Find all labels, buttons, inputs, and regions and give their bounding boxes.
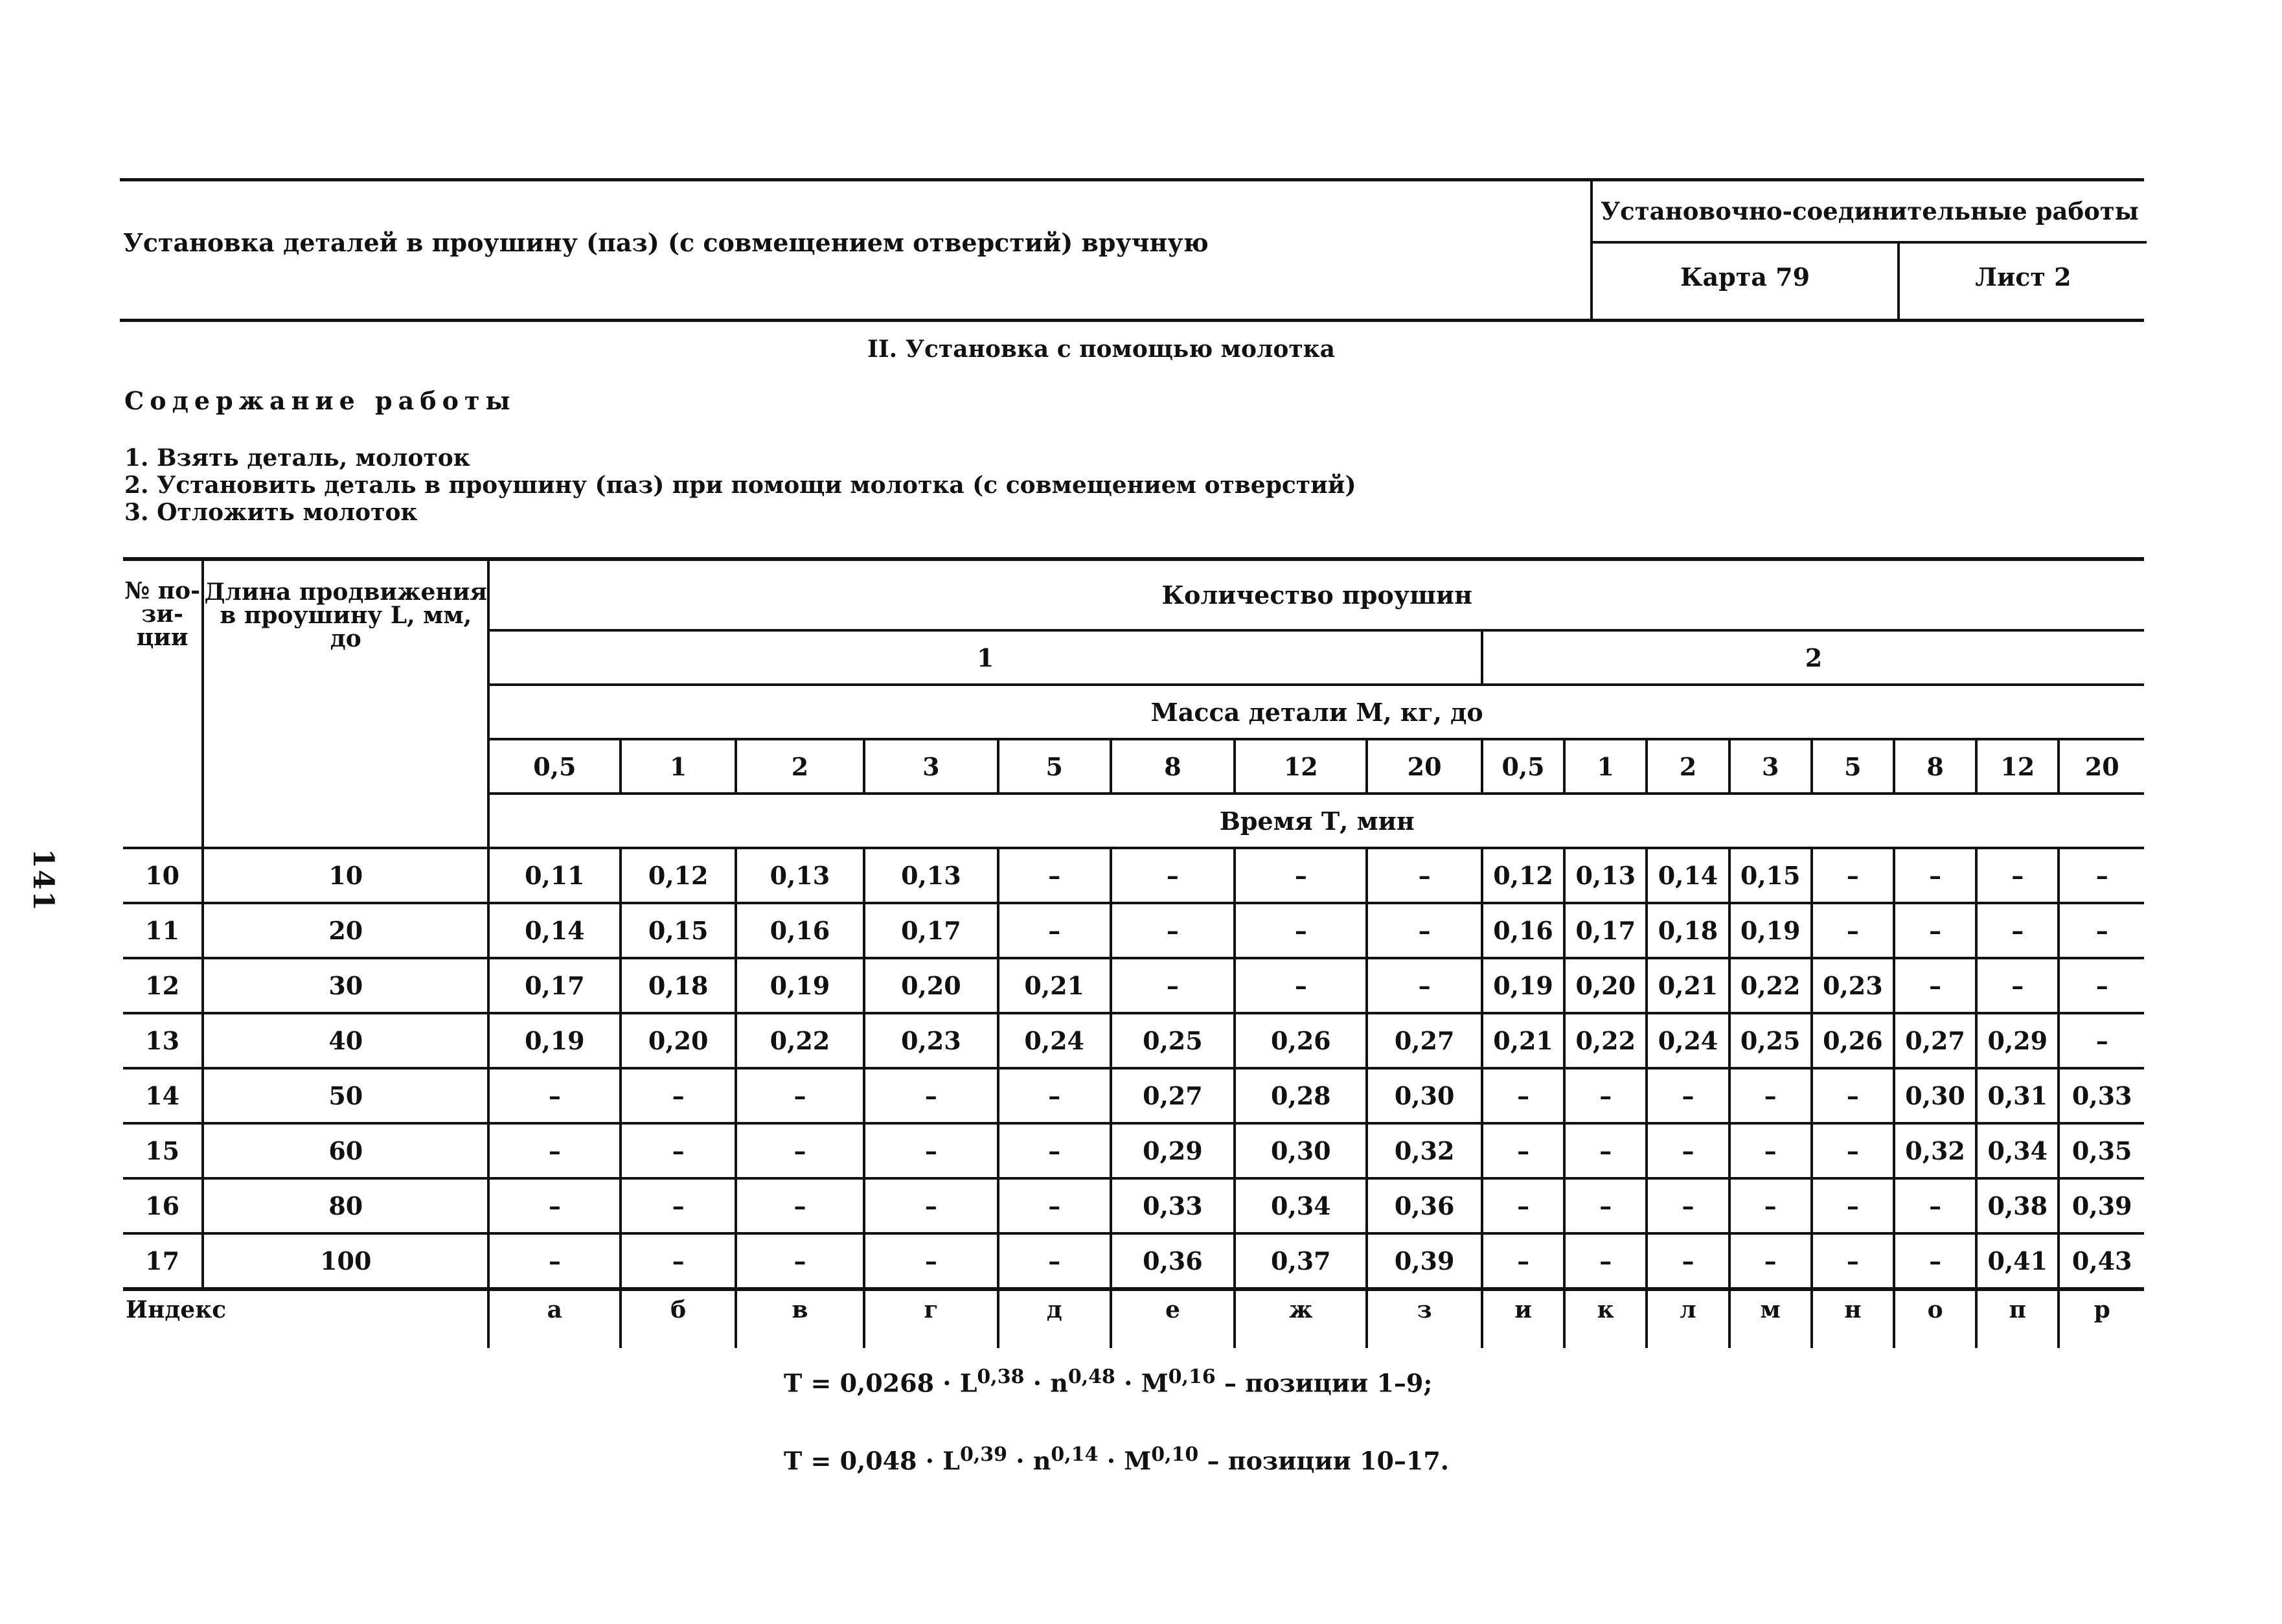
time-value-cell: 0,39 [2059,1178,2144,1233]
formula-positions-10-17 [784,1443,1449,1476]
time-value-cell: 0,32 [1894,1123,1976,1178]
time-value-cell: – [1367,958,1482,1013]
table-row [123,1068,2144,1123]
position-cell: 12 [123,958,203,1013]
mass-column-header: 20 [2059,739,2144,794]
time-value-cell: 0,15 [621,903,736,958]
time-value-cell: – [1976,903,2059,958]
index-label: Индекс [123,1289,488,1348]
header-info-block [1590,181,2147,319]
table-row [123,1233,2144,1289]
time-value-cell: – [2059,903,2144,958]
index-cell: в [736,1289,864,1348]
mass-column-header: 20 [1367,739,1482,794]
time-value-cell: 0,38 [1976,1178,2059,1233]
mass-column-header: 0,5 [1482,739,1564,794]
time-value-cell: 0,18 [621,958,736,1013]
time-value-cell: – [864,1233,998,1289]
time-value-cell: 0,22 [1729,958,1812,1013]
time-value-cell: – [621,1068,736,1123]
position-cell: 14 [123,1068,203,1123]
time-value-cell: – [2059,958,2144,1013]
time-value-cell: – [998,1068,1111,1123]
time-value-cell: 0,27 [1894,1013,1976,1068]
index-cell: н [1812,1289,1894,1348]
table-row [123,848,2144,903]
time-value-cell: – [1111,848,1235,903]
time-value-cell: – [1894,958,1976,1013]
time-value-cell: 0,30 [1235,1123,1367,1178]
position-cell: 11 [123,903,203,958]
time-value-cell: 0,23 [1812,958,1894,1013]
index-cell: ж [1235,1289,1367,1348]
formula-part: · n [1024,1368,1068,1398]
length-cell: 100 [203,1233,488,1289]
time-value-cell: – [1482,1233,1564,1289]
time-value-cell: 0,33 [1111,1178,1235,1233]
table-row [123,1013,2144,1068]
time-value-cell: 0,12 [621,848,736,903]
formula-part: · М [1098,1446,1152,1476]
time-norm-table [123,557,2144,1348]
time-value-cell: 0,21 [1482,1013,1564,1068]
mass-column-header: 5 [998,739,1111,794]
time-value-cell: – [998,848,1111,903]
length-cell: 80 [203,1178,488,1233]
index-cell: а [488,1289,621,1348]
time-value-cell: – [2059,1013,2144,1068]
time-value-cell: – [1482,1068,1564,1123]
time-value-cell: 0,19 [1729,903,1812,958]
time-value-cell: 0,34 [1235,1178,1367,1233]
index-cell: м [1729,1289,1812,1348]
mass-column-header: 8 [1111,739,1235,794]
time-value-cell: – [1647,1178,1729,1233]
formula-exponent: 0,16 [1168,1366,1216,1388]
time-value-cell: 0,11 [488,848,621,903]
card-number: Карта 79 [1593,244,1900,319]
time-value-cell: 0,31 [1976,1068,2059,1123]
time-value-cell: – [1729,1123,1812,1178]
index-cell: р [2059,1289,2144,1348]
formula-exponent: 0,48 [1067,1366,1115,1388]
time-value-cell: – [488,1123,621,1178]
time-value-cell: 0,19 [736,958,864,1013]
time-value-cell: 0,41 [1976,1233,2059,1289]
time-value-cell: – [1647,1068,1729,1123]
time-value-cell: 0,17 [1564,903,1647,958]
mass-column-header: 1 [621,739,736,794]
time-value-cell: 0,35 [2059,1123,2144,1178]
time-value-cell: – [1894,848,1976,903]
mass-column-header: 1 [1564,739,1647,794]
work-category: Установочно-соединительные работы [1593,181,2147,244]
time-value-cell: 0,20 [864,958,998,1013]
time-value-cell: 0,14 [488,903,621,958]
time-value-cell: 0,36 [1367,1178,1482,1233]
formula-prefix: Т = 0,048 · L [784,1446,960,1476]
time-value-cell: – [621,1233,736,1289]
time-value-cell: 0,26 [1812,1013,1894,1068]
mass-column-header: 5 [1812,739,1894,794]
index-cell: б [621,1289,736,1348]
time-value-cell: 0,16 [1482,903,1564,958]
time-value-cell: – [1894,1178,1976,1233]
sheet-number: Лист 2 [1975,262,2071,292]
time-value-cell: – [864,1178,998,1233]
table-row [123,903,2144,958]
time-value-cell: – [1894,903,1976,958]
time-value-cell: 0,21 [1647,958,1729,1013]
formula-exponent: 0,38 [977,1366,1025,1388]
mass-header: Масса детали М, кг, до [488,685,2144,739]
length-cell: 10 [203,848,488,903]
index-cell: д [998,1289,1111,1348]
time-value-cell: 0,29 [1976,1013,2059,1068]
page-number: 141 [27,849,60,912]
time-value-cell: – [1812,1123,1894,1178]
formula-part: · М [1115,1368,1169,1398]
formula-exponent: 0,39 [959,1443,1008,1466]
time-value-cell: 0,18 [1647,903,1729,958]
time-value-cell: – [736,1068,864,1123]
time-value-cell: 0,25 [1729,1013,1812,1068]
mass-column-header: 12 [1235,739,1367,794]
index-cell: л [1647,1289,1729,1348]
mass-column-header: 3 [864,739,998,794]
time-value-cell: 0,25 [1111,1013,1235,1068]
eyelet-group-1: 1 [488,630,1482,685]
time-value-cell: – [998,1233,1111,1289]
step-item: 2. Установить деталь в проушину (паз) при помощи молотка (с совмещением отверстий) [124,472,1356,499]
document-title: Установка деталей в проушину (паз) (с совмещением отверстий) вручную [123,228,1209,257]
time-value-cell: – [1564,1178,1647,1233]
time-value-cell: – [998,1123,1111,1178]
time-value-cell: – [1111,958,1235,1013]
mass-column-header: 12 [1976,739,2059,794]
time-value-cell: 0,34 [1976,1123,2059,1178]
position-column-header: № по- зи- ции [123,559,203,848]
time-value-cell: – [1812,848,1894,903]
time-value-cell: – [1482,1123,1564,1178]
index-cell: к [1564,1289,1647,1348]
length-cell: 30 [203,958,488,1013]
time-value-cell: – [1564,1123,1647,1178]
time-value-cell: – [736,1233,864,1289]
formula-prefix: Т = 0,0268 · L [784,1368,977,1398]
time-value-cell: – [1367,848,1482,903]
time-value-cell: – [1729,1068,1812,1123]
time-value-cell: 0,36 [1111,1233,1235,1289]
time-value-cell: – [864,1068,998,1123]
time-value-cell: – [1976,848,2059,903]
position-cell: 17 [123,1233,203,1289]
time-value-cell: – [488,1233,621,1289]
time-value-cell: 0,14 [1647,848,1729,903]
length-cell: 50 [203,1068,488,1123]
time-value-cell: 0,24 [998,1013,1111,1068]
index-cell: о [1894,1289,1976,1348]
time-value-cell: 0,13 [864,848,998,903]
eyelet-group-2: 2 [1482,630,2144,685]
time-value-cell: 0,19 [488,1013,621,1068]
position-cell: 13 [123,1013,203,1068]
time-value-cell: 0,28 [1235,1068,1367,1123]
time-value-cell: – [1894,1233,1976,1289]
time-value-cell: 0,33 [2059,1068,2144,1123]
formula-exponent: 0,14 [1051,1443,1099,1466]
formula-positions-1-9 [784,1366,1432,1398]
time-value-cell: – [1976,958,2059,1013]
time-value-cell: – [1564,1068,1647,1123]
time-value-cell: – [1647,1233,1729,1289]
time-value-cell: 0,22 [1564,1013,1647,1068]
mass-column-header: 8 [1894,739,1976,794]
step-item: 3. Отложить молоток [124,499,418,526]
time-value-cell: – [1564,1233,1647,1289]
time-value-cell: – [2059,848,2144,903]
time-value-cell: – [736,1123,864,1178]
time-value-cell: 0,13 [1564,848,1647,903]
time-value-cell: 0,12 [1482,848,1564,903]
time-value-cell: 0,17 [864,903,998,958]
time-value-cell: – [736,1178,864,1233]
mass-column-header: 2 [736,739,864,794]
time-value-cell: 0,16 [736,903,864,958]
time-value-cell: 0,21 [998,958,1111,1013]
index-cell: е [1111,1289,1235,1348]
formula-suffix: – позиции 1–9; [1215,1368,1433,1398]
time-value-cell: 0,20 [621,1013,736,1068]
time-value-cell: – [621,1123,736,1178]
length-cell: 60 [203,1123,488,1178]
time-value-cell: 0,29 [1111,1123,1235,1178]
time-value-cell: 0,43 [2059,1233,2144,1289]
time-value-cell: – [1729,1233,1812,1289]
document-header [120,178,2144,322]
time-value-cell: – [488,1068,621,1123]
time-value-cell: 0,20 [1564,958,1647,1013]
time-value-cell: 0,23 [864,1013,998,1068]
time-value-cell: 0,39 [1367,1233,1482,1289]
section-title: II. Установка с помощью молотка [867,336,1335,363]
table-row [123,1178,2144,1233]
eyelet-count-header: Количество проушин [488,559,2144,630]
time-value-cell: – [1235,958,1367,1013]
time-value-cell: 0,32 [1367,1123,1482,1178]
time-value-cell: – [1235,903,1367,958]
work-steps [124,444,1356,526]
time-value-cell: 0,30 [1367,1068,1482,1123]
time-value-cell: – [1812,1233,1894,1289]
time-value-cell: – [1482,1178,1564,1233]
mass-column-header: 3 [1729,739,1812,794]
position-cell: 15 [123,1123,203,1178]
table-row [123,958,2144,1013]
length-cell: 20 [203,903,488,958]
time-value-cell: 0,37 [1235,1233,1367,1289]
time-value-cell: – [998,1178,1111,1233]
time-value-cell: – [1111,903,1235,958]
mass-column-header: 2 [1647,739,1729,794]
index-cell: п [1976,1289,2059,1348]
time-value-cell: 0,22 [736,1013,864,1068]
time-value-cell: 0,19 [1482,958,1564,1013]
time-value-cell: – [1812,1068,1894,1123]
step-item: 1. Взять деталь, молоток [124,444,470,472]
time-value-cell: – [1647,1123,1729,1178]
index-cell: г [864,1289,998,1348]
time-value-cell: – [621,1178,736,1233]
time-value-cell: – [1729,1178,1812,1233]
length-cell: 40 [203,1013,488,1068]
time-value-cell: – [864,1123,998,1178]
time-value-cell: 0,27 [1367,1013,1482,1068]
time-value-cell: – [488,1178,621,1233]
time-value-cell: 0,15 [1729,848,1812,903]
time-value-cell: 0,13 [736,848,864,903]
time-value-cell: 0,24 [1647,1013,1729,1068]
position-cell: 10 [123,848,203,903]
time-value-cell: – [998,903,1111,958]
time-value-cell: – [1235,848,1367,903]
time-value-cell: 0,30 [1894,1068,1976,1123]
length-column-header: Длина продвижения в проушину L, мм, до [203,559,488,848]
time-value-cell: 0,27 [1111,1068,1235,1123]
time-value-cell: – [1812,903,1894,958]
formula-exponent: 0,10 [1151,1443,1199,1466]
index-cell: и [1482,1289,1564,1348]
time-value-cell: 0,17 [488,958,621,1013]
formula-suffix: – позиции 10–17. [1198,1446,1450,1476]
formula-part: · n [1007,1446,1051,1476]
table-row [123,1123,2144,1178]
time-value-cell: 0,26 [1235,1013,1367,1068]
content-heading: Содержание работы [124,386,516,415]
position-cell: 16 [123,1178,203,1233]
time-value-cell: – [1812,1178,1894,1233]
mass-column-header: 0,5 [488,739,621,794]
time-value-cell: – [1367,903,1482,958]
time-header: Время Т, мин [488,794,2144,848]
index-cell: з [1367,1289,1482,1348]
